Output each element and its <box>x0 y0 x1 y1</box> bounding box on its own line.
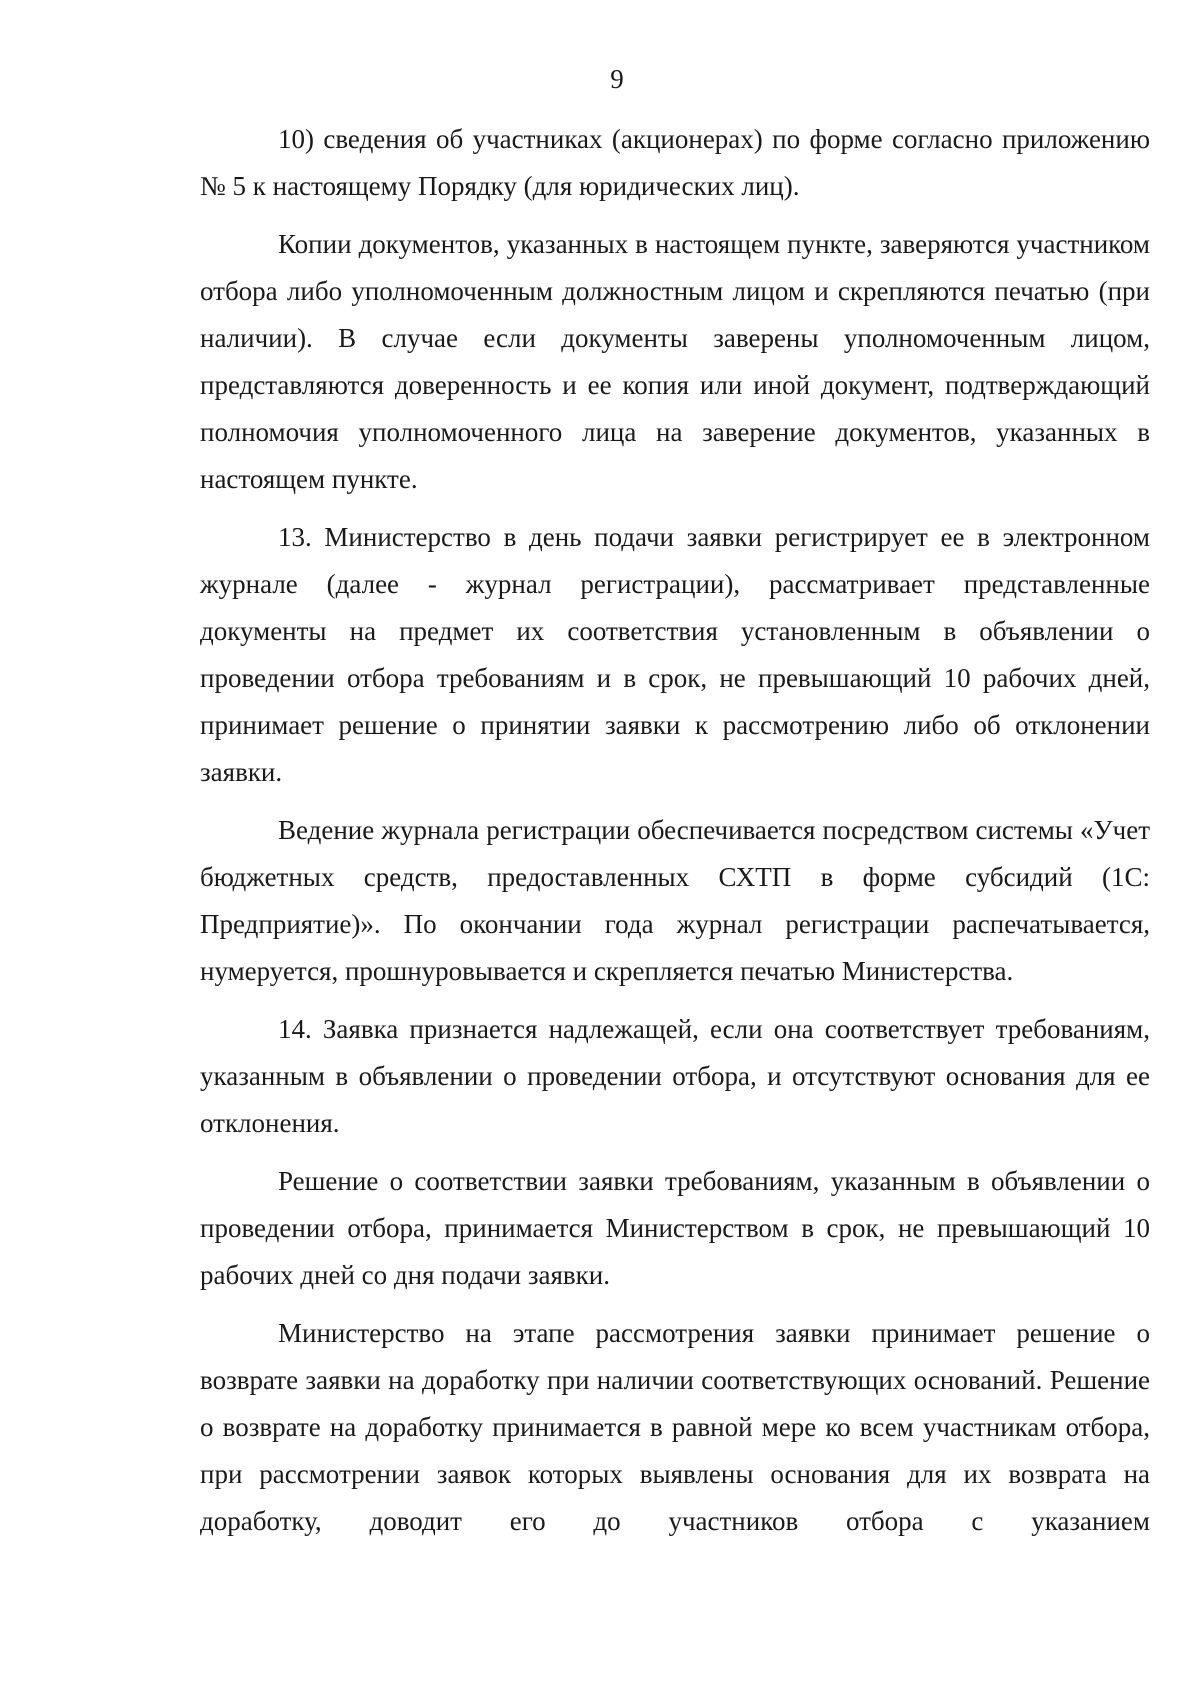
paragraph-copies-certification: Копии документов, указанных в настоящем пункте, заверяются участником отбора либо уполномоченным должностным лицом и скрепляются печатью (при наличии). В случае если документы заверены уполномоченным лицом, представляются доверенность и ее копия или иной документ, подтверждающий полномочия уполномоченного лица на заверение документов, указанных в настоящем пункте. <box>200 229 1150 494</box>
paragraph-clause-13: 13. Министерство в день подачи заявки регистрирует ее в электронном журнале (далее - журнал регистрации), рассматривает представленные документы на предмет их соответствия установленным в объявлении о проведении отбора требованиям и в срок, не превышающий 10 рабочих дней, принимает решение о принятии заявки к рассмотрению либо об отклонении заявки. <box>200 522 1150 787</box>
paragraph-decision-compliance: Решение о соответствии заявки требованиям, указанным в объявлении о проведении отбора, принимается Министерством в срок, не превышающий 10 рабочих дней со дня подачи заявки. <box>200 1166 1150 1290</box>
paragraph-registration-journal: Ведение журнала регистрации обеспечивается посредством системы «Учет бюджетных средств, предоставленных СХТП в форме субсидий (1С: Предприятие)». По окончании года журнал регистрации распечатывается, нумеруется, прошнуровывается и скрепляется печатью Министерства. <box>200 815 1150 986</box>
paragraph-return-for-revision: Министерство на этапе рассмотрения заявки принимает решение о возврате заявки на доработку при наличии соответствующих оснований. Решение о возврате на доработку принимается в равной мере ко всем участникам отбора, при рассмотрении заявок которых выявлены основания для их возврата на доработку, доводит его до участников отбора с указанием <box>200 1318 1150 1536</box>
document-body <box>200 116 1150 1545</box>
paragraph-clause-14: 14. Заявка признается надлежащей, если она соответствует требованиям, указанным в объявлении о проведении отбора, и отсутствуют основания для ее отклонения. <box>200 1014 1150 1138</box>
page-number: 9 <box>610 64 624 94</box>
paragraph-item-10: 10) сведения об участниках (акционерах) по форме согласно приложению № 5 к настоящему Порядку (для юридических лиц). <box>200 124 1150 201</box>
